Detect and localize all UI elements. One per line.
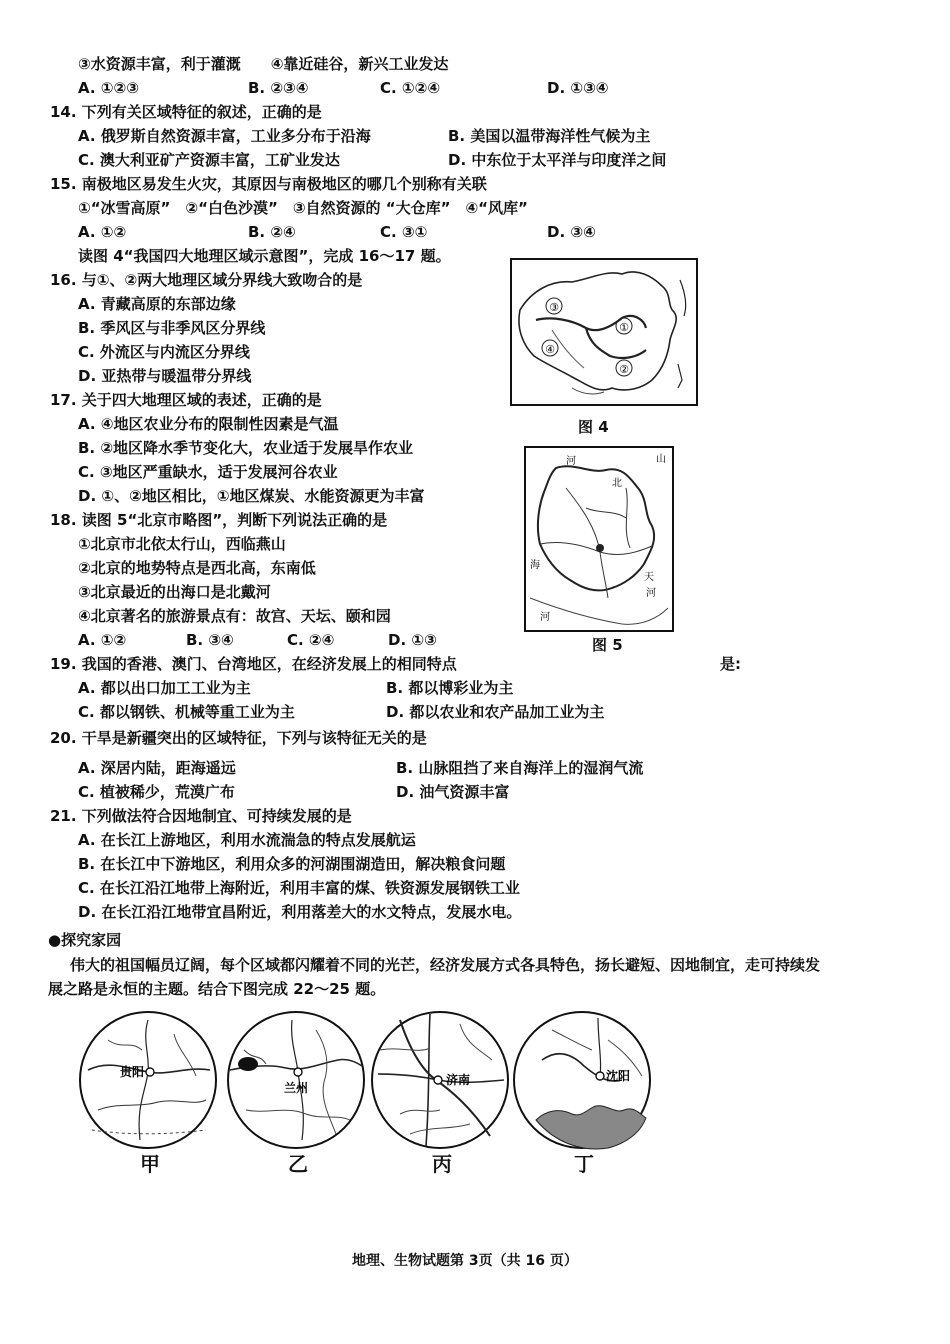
q19-option-c: C. 都以钢铁、机械等重工业为主	[78, 703, 295, 721]
q16-option-b: B. 季风区与非季风区分界线	[78, 319, 266, 337]
question-16-stem: 16. 与①、②两大地理区域分界线大致吻合的是	[50, 271, 363, 289]
explore-intro-line-2: 展之路是永恒的主题。结合下图完成 22～25 题。	[48, 980, 386, 998]
fig4-label-1: ①	[619, 321, 629, 334]
q20-option-d: D. 油气资源丰富	[396, 783, 510, 801]
q18-option-a: A. ①②	[78, 631, 127, 649]
q19-option-d: D. 都以农业和农产品加工业为主	[386, 703, 605, 721]
read-figure-4-instruction: 读图 4“我国四大地理区域示意图”，完成 16～17 题。	[78, 247, 451, 265]
map-ding-shenyang	[512, 1010, 652, 1150]
q18-item-4: ④北京著名的旅游景点有：故宫、天坛、颐和园	[78, 607, 391, 625]
q15-option-a: A. ①②	[78, 223, 127, 241]
q17-option-c: C. ③地区严重缺水，适于发展河谷农业	[78, 463, 338, 481]
map-yi-drawing	[226, 1010, 366, 1150]
q15-option-c: C. ③①	[380, 223, 428, 241]
q18-item-3: ③北京最近的出海口是北戴河	[78, 583, 271, 601]
q14-option-a: A. 俄罗斯自然资源丰富，工业多分布于沿海	[78, 127, 371, 145]
explore-intro-line-1: 伟大的祖国幅员辽阔，每个区域都闪耀着不同的光芒，经济发展方式各具特色，扬长避短、因地制宜，走可持续发	[70, 956, 821, 974]
q21-option-b: B. 在长江中下游地区，利用众多的河湖围湖造田，解决粮食问题	[78, 855, 506, 873]
q16-option-c: C. 外流区与内流区分界线	[78, 343, 250, 361]
q19-option-b: B. 都以博彩业为主	[386, 679, 514, 697]
figure-5-caption: 图 5	[592, 636, 623, 654]
fig5-label-river-1: 河	[566, 456, 576, 467]
map-jia-drawing	[78, 1010, 218, 1150]
explore-section-title: ●探究家园	[48, 931, 122, 949]
map-jia-guiyang	[78, 1010, 218, 1150]
map-bing-city: 济南	[446, 1073, 471, 1087]
figure-4-caption: 图 4	[578, 418, 609, 436]
q17-option-a: A. ④地区农业分布的限制性因素是气温	[78, 415, 339, 433]
map-bing-drawing	[370, 1010, 510, 1150]
figure-4-china-regions-map	[510, 258, 698, 406]
answer-option-a: A. ①②③	[78, 79, 139, 97]
q17-option-b: B. ②地区降水季节变化大，农业适于发展旱作农业	[78, 439, 414, 457]
q18-option-b: B. ③④	[186, 631, 234, 649]
q15-option-b: B. ②④	[248, 223, 296, 241]
map-yi-city: 兰州	[284, 1081, 309, 1095]
question-19-stem-tail: 是:	[720, 655, 741, 673]
map-label-ding: 丁	[574, 1152, 594, 1176]
q20-option-c: C. 植被稀少，荒漠广布	[78, 783, 235, 801]
q20-option-b: B. 山脉阻挡了来自海洋上的湿润气流	[396, 759, 644, 777]
q14-option-c: C. 澳大利亚矿产资源丰富，工矿业发达	[78, 151, 340, 169]
figure-5-map-drawing	[526, 448, 672, 630]
fig4-label-3: ③	[549, 301, 559, 314]
figure-4-map-drawing	[512, 260, 696, 404]
question-18-stem: 18. 读图 5“北京市略图”，判断下列说法正确的是	[50, 511, 388, 529]
map-bing-jinan	[370, 1010, 510, 1150]
question-15-stem: 15. 南极地区易发生火灾，其原因与南极地区的哪几个别称有关联	[50, 175, 487, 193]
q17-option-d: D. ①、②地区相比，①地区煤炭、水能资源更为丰富	[78, 487, 425, 505]
question-14-stem: 14. 下列有关区域特征的叙述，正确的是	[50, 103, 322, 121]
map-ding-drawing	[512, 1010, 652, 1150]
fig4-label-2: ②	[619, 363, 629, 376]
q18-option-c: C. ②④	[287, 631, 335, 649]
option-items-line: ③水资源丰富，利于灌溉 ④靠近硅谷，新兴工业发达	[78, 55, 449, 73]
figure-5-beijing-map	[524, 446, 674, 632]
q21-option-d: D. 在长江沿江地带宜昌附近，利用落差大的水文特点，发展水电。	[78, 903, 522, 921]
q19-option-a: A. 都以出口加工工业为主	[78, 679, 251, 697]
q21-option-a: A. 在长江上游地区，利用水流湍急的特点发展航运	[78, 831, 416, 849]
q18-item-2: ②北京的地势特点是西北高，东南低	[78, 559, 316, 577]
fig4-label-4: ④	[545, 343, 555, 356]
fig5-label-river-2: 河	[646, 588, 656, 599]
q14-option-d: D. 中东位于太平洋与印度洋之间	[448, 151, 667, 169]
question-21-stem: 21. 下列做法符合因地制宜、可持续发展的是	[50, 807, 352, 825]
q16-option-a: A. 青藏高原的东部边缘	[78, 295, 236, 313]
q21-option-c: C. 在长江沿江地带上海附近，利用丰富的煤、铁资源发展钢铁工业	[78, 879, 520, 897]
fig5-label-mountain: 山	[656, 454, 666, 465]
q14-option-b: B. 美国以温带海洋性气候为主	[448, 127, 651, 145]
fig5-label-river-3: 河	[540, 612, 550, 623]
map-yi-lanzhou	[226, 1010, 366, 1150]
fig5-label-north: 北	[612, 478, 622, 489]
q15-items: ①“冰雪高原” ②“白色沙漠” ③自然资源的 “大仓库” ④“风库”	[78, 199, 528, 217]
map-ding-city: 沈阳	[606, 1069, 631, 1083]
question-17-stem: 17. 关于四大地理区域的表述，正确的是	[50, 391, 322, 409]
map-label-bing: 丙	[432, 1152, 452, 1176]
q18-item-1: ①北京市北依太行山，西临燕山	[78, 535, 286, 553]
page-footer: 地理、生物试题第 3页（共 16 页）	[352, 1253, 578, 1269]
fig5-label-tian: 天	[644, 572, 654, 583]
question-19-stem: 19. 我国的香港、澳门、台湾地区，在经济发展上的相同特点	[50, 655, 457, 673]
map-jia-city: 贵阳	[120, 1065, 145, 1079]
q20-option-a: A. 深居内陆，距海遥远	[78, 759, 236, 777]
answer-option-c: C. ①②④	[380, 79, 441, 97]
q18-option-d: D. ①③	[388, 631, 437, 649]
q15-option-d: D. ③④	[547, 223, 596, 241]
fig5-label-sea: 海	[530, 560, 540, 571]
question-20-stem: 20. 干旱是新疆突出的区域特征，下列与该特征无关的是	[50, 729, 427, 747]
map-label-jia: 甲	[140, 1152, 160, 1176]
q16-option-d: D. 亚热带与暖温带分界线	[78, 367, 252, 385]
map-label-yi: 乙	[288, 1152, 308, 1176]
answer-option-d: D. ①③④	[547, 79, 609, 97]
answer-option-b: B. ②③④	[248, 79, 309, 97]
